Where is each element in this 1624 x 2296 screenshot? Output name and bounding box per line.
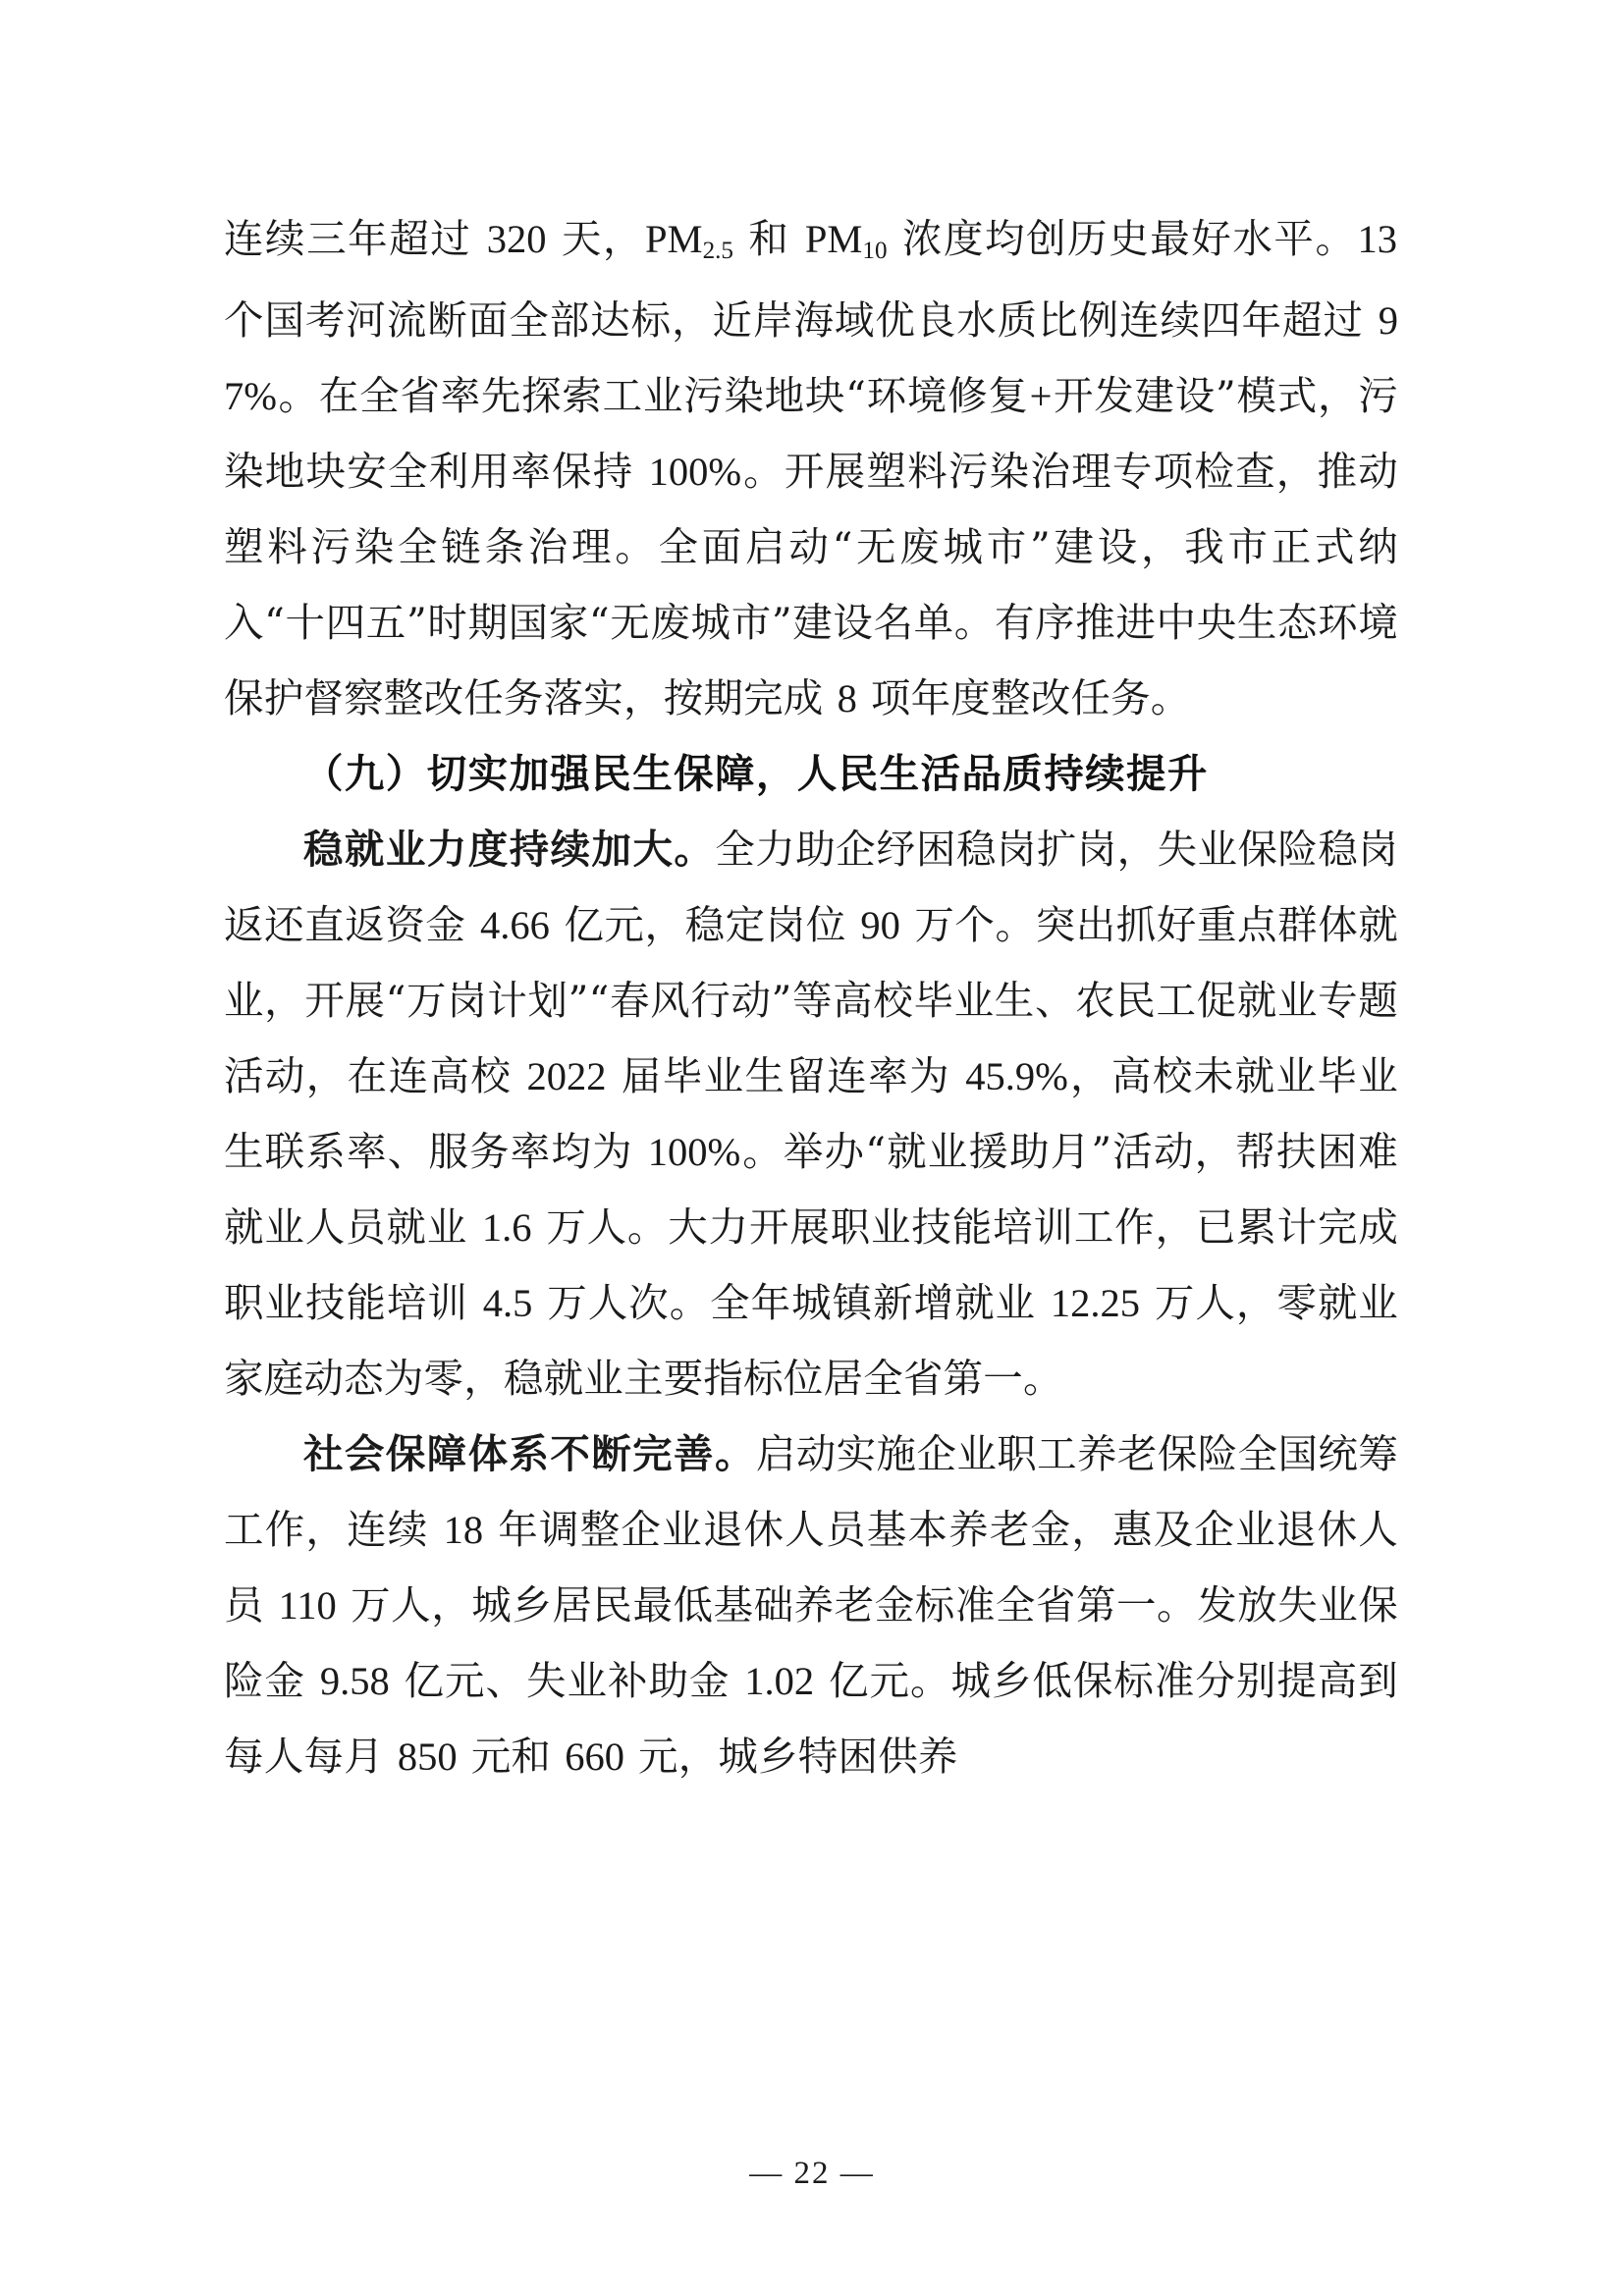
pm-subscript: 10 [862, 237, 888, 264]
inline-figure: 4.5 [482, 1281, 533, 1325]
env-text-tail: 浓度均创历史最好水平。13 个国考河流断面全部达标，近岸海域优良水质比例连续四年超过 97%。在全省率先探索工业污染地块“环境修复+开发建设”模式，污染地块安全利用率保持 100%。开展塑料污染治理专项检查，推动塑料污染全链条治理。全面启动“无废城市”建设，我市正式纳入“十四五”时期国家“无废城市”建设名单。有序推进中央生态环境保护督察整改任务落实，按期完成 8 项年度整改任务。 [224, 215, 1398, 721]
inline-figure: 90 [860, 903, 900, 947]
inline-figure: 110 [278, 1583, 337, 1628]
paragraph-employment-body: 全力助企纾困稳岗扩岗，失业保险稳岗返还直返资金 4.66 亿元，稳定岗位 90 万个。突出抓好重点群体就业，开展“万岗计划”“春风行动”等高校毕业生、农民工促就业专题活动，在连高校 2022 届毕业生留连率为 45.9%，高校未就业毕业生联系率、服务率均为 100%。举办“就业援助月”活动，帮扶困难就业人员就业 1.6 万人。大力开展职业技能培训工作，已累计完成职业技能培训 4.5 万人次。全年城镇新增就业 12.25 万人，零就业家庭动态为零，稳就业主要指标位居全省第一。 [224, 826, 1399, 1402]
page-content [224, 201, 1398, 1794]
section-heading-nine: （九）切实加强民生保障，人民生活品质持续提升 [303, 750, 1209, 797]
inline-figure: 1.02 [744, 1659, 815, 1703]
inline-figure: 8 [837, 676, 857, 721]
paragraph-social-security-lead: 社会保障体系不断完善。 [303, 1430, 756, 1477]
pm-subscript: 2.5 [702, 237, 733, 264]
inline-figure: 13 [1357, 217, 1397, 261]
paragraph-employment [224, 812, 1398, 1416]
inline-figure: 100% [648, 450, 742, 494]
inline-figure: 9.58 [319, 1659, 390, 1703]
inline-figure: 320 [486, 217, 547, 261]
inline-figure: 18 [443, 1508, 484, 1552]
pm-label: $PM_{2.5}$ [645, 217, 733, 264]
pm-label: $PM_{10}$ [804, 217, 888, 264]
paragraph-environment-continued: 连续三年超过 320 天，$PM_{2.5}$ 和 $PM_{10}$ 浓度均创历史最好水平。13 个国考河流断面全部达标，近岸海域优良水质比例连续四年超过 97%。在全省率先探索工业污染地块“环境修复+开发建设”模式，污染地块安全利用率保持 100%。开展塑料污染治理专项检查，推动塑料污染全链条治理。全面启动“无废城市”建设，我市正式纳入“十四五”时期国家“无废城市”建设名单。有序推进中央生态环境保护督察整改任务落实，按期完成 8 项年度整改任务。 [224, 215, 1398, 721]
inline-figure: 2022 [526, 1054, 607, 1098]
page-number-footer: — 22 — [749, 2156, 875, 2191]
env-text-head: 连续三年超过 320 天， [224, 215, 645, 262]
inline-figure: 4.66 [479, 903, 550, 947]
inline-figure: 1.6 [481, 1205, 532, 1250]
inline-figure: 97% [224, 298, 1398, 418]
inline-figure: 660 [565, 1735, 624, 1779]
inline-figure: 45.9% [965, 1054, 1068, 1098]
inline-figure: 12.25 [1050, 1281, 1141, 1325]
inline-figure: 100% [647, 1130, 741, 1174]
paragraph-employment-lead: 稳就业力度持续加大。 [303, 826, 716, 873]
paragraph-social-security [224, 1416, 1398, 1794]
paragraph-social-security-body: 启动实施企业职工养老保险全国统筹工作，连续 18 年调整企业退休人员基本养老金，惠及企业退休人员 110 万人，城乡居民最低基础养老金标准全省第一。发放失业保险金 9.58 亿元、失业补助金 1.02 亿元。城乡低保标准分别提高到每人每月 850 元和 660 元，城乡特困供养 [224, 1430, 1398, 1780]
inline-figure: + [1029, 374, 1053, 418]
inline-figure: 850 [397, 1735, 458, 1779]
